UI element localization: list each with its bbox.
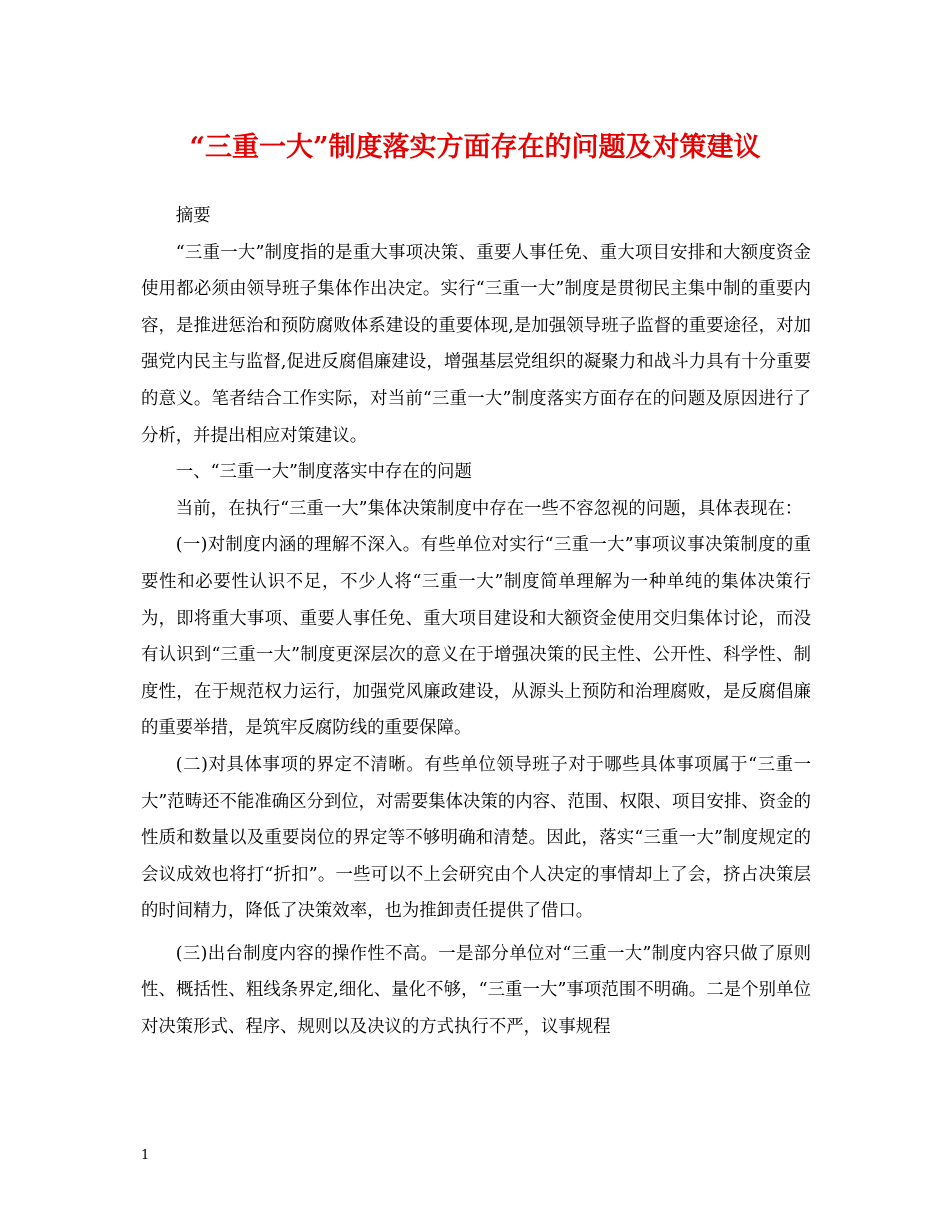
body-paragraph: (三)出台制度内容的操作性不高。一是部分单位对“三重一大”制度内容只做了原则性、概括性、粗线条界定,细化、量化不够，“三重一大”事项范围不明确。二是个别单位对决策形式、程序、规则以及决议的方式执行不严，议事规程 (141, 943, 811, 1038)
abstract-paragraph: “三重一大”制度指的是重大事项决策、重要人事任免、重大项目安排和大额度资金使用都必须由领导班子集体作出决定。实行“三重一大”制度是贯彻民主集中制的重要内容，是推进惩治和预防腐败体系建设的重要体现,是加强领导班子监督的重要途径，对加强党内民主与监督,促进反腐倡廉建设，增强基层党组织的凝聚力和战斗力具有十分重要的意义。笔者结合工作实际，对当前“三重一大”制度落实方面存在的问题及原因进行了分析，并提出相应对策建议。 (141, 242, 811, 446)
body-paragraph: (一)对制度内涵的理解不深入。有些单位对实行“三重一大”事项议事决策制度的重要性和必要性认识不足，不少人将“三重一大”制度简单理解为一种单纯的集体决策行为，即将重大事项、重要人事任免、重大项目建设和大额资金使用交归集体讨论，而没有认识到“三重一大”制度更深层次的意义在于增强决策的民主性、公开性、科学性、制度性，在于规范权力运行，加强党风廉政建设，从源头上预防和治理腐败，是反腐倡廉的重要举措，是筑牢反腐防线的重要保障。 (141, 535, 811, 739)
abstract-heading: 摘要 (175, 206, 211, 226)
page-title: “三重一大”制度落实方面存在的问题及对策建议 (189, 132, 761, 163)
document-body (141, 198, 811, 1046)
body-paragraph: 当前，在执行“三重一大”集体决策制度中存在一些不容忽视的问题，具体表现在： (175, 498, 803, 519)
section-heading: 一、“三重一大”制度落实中存在的问题 (175, 462, 472, 483)
page-number: 1 (141, 1148, 150, 1163)
body-paragraph: (二)对具体事项的界定不清晰。有些单位领导班子对于哪些具体事项属于“三重一大”范畴还不能准确区分到位，对需要集体决策的内容、范围、权限、项目安排、资金的性质和数量以及重要岗位的界定等不够明确和清楚。因此，落实“三重一大”制度规定的会议成效也将打“折扣”。一些可以不上会研究由个人决定的事情却上了会，挤占决策层的时间精力，降低了决策效率，也为推卸责任提供了借口。 (141, 754, 811, 922)
